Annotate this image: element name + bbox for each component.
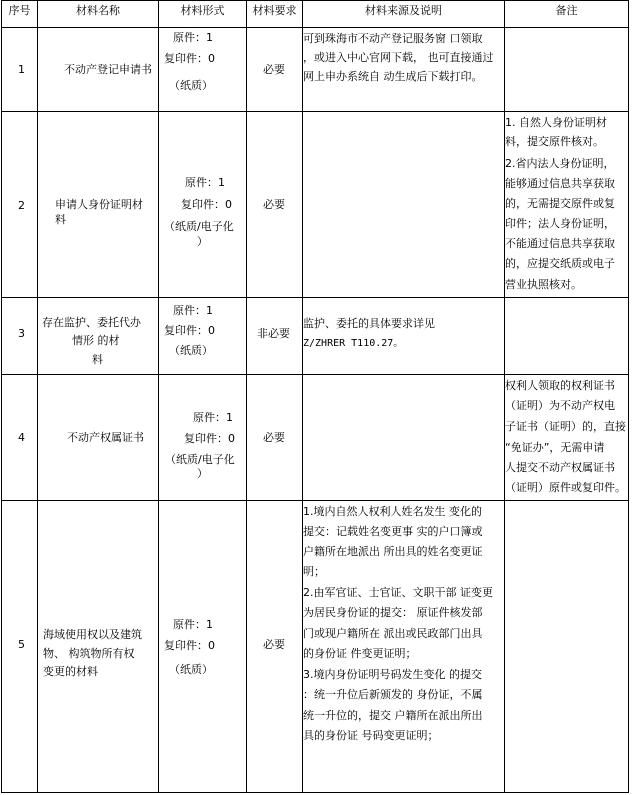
row-no-text: 2 xyxy=(18,199,25,212)
row-4-source xyxy=(302,374,505,501)
source-line: 网上申办系统自 动生成后下载打印。 xyxy=(303,70,483,83)
header-form-label: 材料形式 xyxy=(180,4,225,17)
source-line: 户籍所在地派出 所出具的姓名变更证 xyxy=(303,545,483,558)
note-line: 营业执照核对。 xyxy=(505,278,582,291)
row-5-form xyxy=(158,500,247,793)
row-4-note xyxy=(504,374,629,501)
row-5-no xyxy=(1,500,38,793)
note-line: 1. 自然人身份证明材 xyxy=(505,116,607,129)
row-2-source xyxy=(302,111,505,298)
note-line: （证明）为不动产权电 xyxy=(505,399,615,412)
source-line: 监护、委托的具体要求详见 xyxy=(303,317,435,330)
source-line: 的身份证 件变更证明； xyxy=(303,647,417,660)
material-name: 变更的材料 xyxy=(43,665,98,678)
requirement: 必要 xyxy=(263,198,285,211)
source-line: 2.由军官证、士官证、文职干部 证变更 xyxy=(303,586,493,599)
materials-table xyxy=(1,0,631,795)
row-5-note xyxy=(504,500,629,793)
form-copy: 复印件：0 xyxy=(164,324,215,337)
row-3-no xyxy=(1,297,38,375)
note-line: （证明）原件或复印件。 xyxy=(505,481,626,494)
material-name: 海域使用权以及建筑 xyxy=(43,628,142,641)
form-copy: 复印件：0 xyxy=(181,198,232,211)
note-line: 子证书（证明）的，直接 xyxy=(505,420,626,433)
form-medium-tail: ） xyxy=(197,467,208,480)
row-4-no xyxy=(1,374,38,501)
source-line: 1.境内自然人权利人姓名发生 变化的 xyxy=(303,505,482,518)
row-1-form xyxy=(158,27,247,112)
form-copy: 复印件：0 xyxy=(164,52,215,65)
row-3-form xyxy=(158,297,247,375)
row-no-text: 5 xyxy=(18,638,25,651)
source-line: 为居民身份证的提交： 原证件核发部 xyxy=(303,606,483,619)
row-2-no xyxy=(1,111,38,298)
row-no-text: 4 xyxy=(18,431,25,444)
form-medium: （纸质/电子化 xyxy=(164,220,234,233)
row-1-req xyxy=(246,27,303,112)
row-1-no xyxy=(1,27,38,112)
requirement: 非必要 xyxy=(257,327,290,340)
row-3-source xyxy=(302,297,505,375)
source-line: 提交：记载姓名变更事 实的户口簿或 xyxy=(303,525,483,538)
row-2-note xyxy=(504,111,629,298)
row-no-text: 3 xyxy=(18,327,25,340)
row-1-note xyxy=(504,27,629,112)
note-line: 不能通过信息共享获取 xyxy=(505,237,615,250)
row-3-name xyxy=(37,297,159,375)
material-name: 情形 的材 xyxy=(72,334,120,347)
form-original: 原件：1 xyxy=(173,31,213,44)
source-line: ：统一升位后新颁发的 身份证，不属 xyxy=(303,688,483,701)
note-line: 印件；法人身份证明， xyxy=(505,217,615,230)
header-note xyxy=(504,0,629,28)
header-no xyxy=(1,0,38,28)
note-line: “免证办”，无需申请 xyxy=(505,441,605,454)
header-note-label: 备注 xyxy=(555,4,578,17)
form-medium: （纸质） xyxy=(169,663,213,676)
row-2-req xyxy=(246,111,303,298)
row-2-name xyxy=(37,111,159,298)
material-name: 料 xyxy=(92,353,103,366)
source-line: 统一升位的，提交 户籍所在派出所出 xyxy=(303,709,483,722)
material-name: 不动产登记申请书 xyxy=(64,63,152,76)
note-line: 2.省内法人身份证明， xyxy=(505,157,615,170)
form-original: 原件：1 xyxy=(173,618,213,631)
material-name: 料 xyxy=(55,213,66,226)
header-req-label: 材料要求 xyxy=(252,4,297,17)
form-copy: 复印件：0 xyxy=(164,639,215,652)
row-3-note xyxy=(504,297,629,375)
source-line: 可到珠海市不动产登记服务窗 口领取 xyxy=(303,32,483,45)
form-original: 原件：1 xyxy=(173,304,213,317)
form-medium: （纸质/电子化 xyxy=(165,453,235,466)
requirement: 必要 xyxy=(263,431,285,444)
header-source xyxy=(302,0,505,28)
note-line: 权利人领取的权利证书 xyxy=(505,379,615,392)
form-medium: （纸质） xyxy=(169,344,213,357)
material-name: 不动产权属证书 xyxy=(67,431,144,444)
material-name: 存在监护、委托代办 xyxy=(42,316,141,329)
note-line: 能够通过信息共享获取 xyxy=(505,177,615,190)
material-name: 申请人身份证明材 xyxy=(55,198,143,211)
form-original: 原件：1 xyxy=(193,411,233,424)
row-5-name xyxy=(37,500,159,793)
form-copy: 复印件：0 xyxy=(184,432,235,445)
row-5-req xyxy=(246,500,303,793)
note-line: 料，提交原件核对。 xyxy=(505,135,604,148)
row-4-name xyxy=(37,374,159,501)
material-name: 物、 构筑物所有权 xyxy=(43,647,135,660)
source-line: 门或现户籍所在 派出或民政部门出具 xyxy=(303,627,483,640)
header-name-label: 材料名称 xyxy=(76,4,120,17)
header-name xyxy=(37,0,159,28)
header-source-label: 材料来源及说明 xyxy=(365,4,442,17)
note-line: 的，无需提交原件或复 xyxy=(505,197,615,210)
note-line: 人提交不动产权属证书 xyxy=(505,461,615,474)
header-req xyxy=(246,0,303,28)
form-medium: （纸质） xyxy=(169,79,213,92)
requirement: 必要 xyxy=(263,638,285,651)
source-line: 3.境内身份证明号码发生变化 的提交 xyxy=(303,668,482,681)
row-4-form xyxy=(158,374,247,501)
row-2-form xyxy=(158,111,247,298)
source-line: 具的身份证 号码变更证明； xyxy=(303,729,439,742)
row-4-req xyxy=(246,374,303,501)
form-medium-tail: ） xyxy=(197,235,208,248)
row-no-text: 1 xyxy=(18,63,25,76)
note-line: 的，应提交纸质或电子 xyxy=(505,257,615,270)
source-line: ，或进入中心官网下载， 也可直接通过 xyxy=(303,51,494,64)
form-original: 原件：1 xyxy=(185,176,225,189)
row-5-source xyxy=(302,500,505,793)
row-1-source xyxy=(302,27,505,112)
header-form xyxy=(158,0,247,28)
source-line: 明； xyxy=(303,565,325,578)
source-line: Z/ZHRER T110.27。 xyxy=(303,338,404,349)
requirement: 必要 xyxy=(263,63,285,76)
row-3-req xyxy=(246,297,303,375)
header-no-label: 序号 xyxy=(8,4,31,17)
row-1-name xyxy=(37,27,159,112)
